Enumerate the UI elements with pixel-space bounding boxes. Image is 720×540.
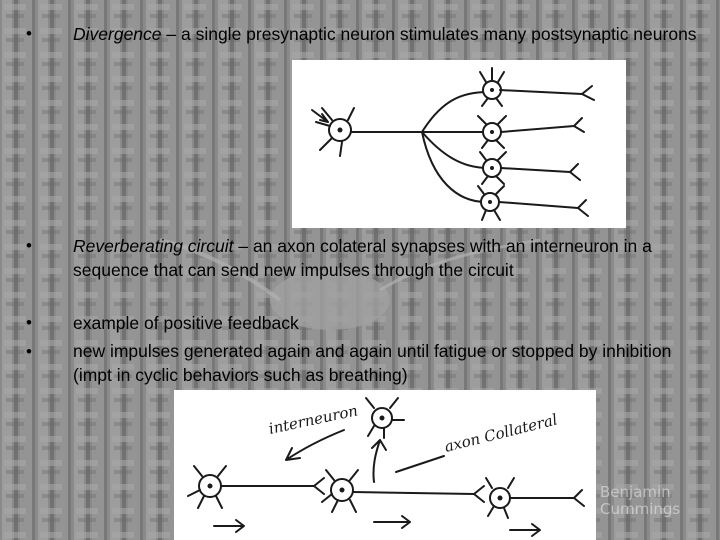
reverberating-text xyxy=(73,234,703,282)
divergence-term: Divergence xyxy=(73,24,162,44)
watermark-line-2: Cummings xyxy=(600,500,681,518)
circuit-neuron xyxy=(188,466,226,508)
reverberating-term: Reverberating circuit xyxy=(73,236,234,256)
new-impulses-text: new impulses generated again and again until fatigue or stopped by inhibition (impt in cyclic behaviors such as breathing) xyxy=(73,341,672,385)
bullet-marker: • xyxy=(26,342,32,361)
postsynaptic-neuron xyxy=(480,152,580,184)
reverberating-circuit-diagram xyxy=(174,390,596,540)
circuit-neuron xyxy=(322,470,358,512)
postsynaptic-neuron xyxy=(480,68,594,106)
interneuron xyxy=(366,398,404,438)
divergence-text xyxy=(73,22,703,46)
bullet-marker: • xyxy=(26,236,32,255)
divergence-description: – a single presynaptic neuron stimulates many postsynaptic neurons xyxy=(161,24,697,44)
axon-collateral-label: axon Collateral xyxy=(442,410,560,456)
postsynaptic-neuron xyxy=(478,116,584,148)
postsynaptic-neuron xyxy=(478,186,588,220)
publisher-watermark xyxy=(600,484,718,518)
interneuron-label: interneuron xyxy=(267,401,360,438)
bullet-marker: • xyxy=(26,24,32,43)
positive-feedback-text: example of positive feedback xyxy=(73,313,299,333)
reverberating-description: – an axon colateral synapses with an interneuron in a sequence that can send new impulses through the circuit xyxy=(73,236,652,280)
watermark-line-1: Benjamin xyxy=(600,483,671,501)
bullet-marker: • xyxy=(26,313,32,332)
divergence-diagram xyxy=(292,60,626,228)
circuit-neuron xyxy=(486,478,584,518)
